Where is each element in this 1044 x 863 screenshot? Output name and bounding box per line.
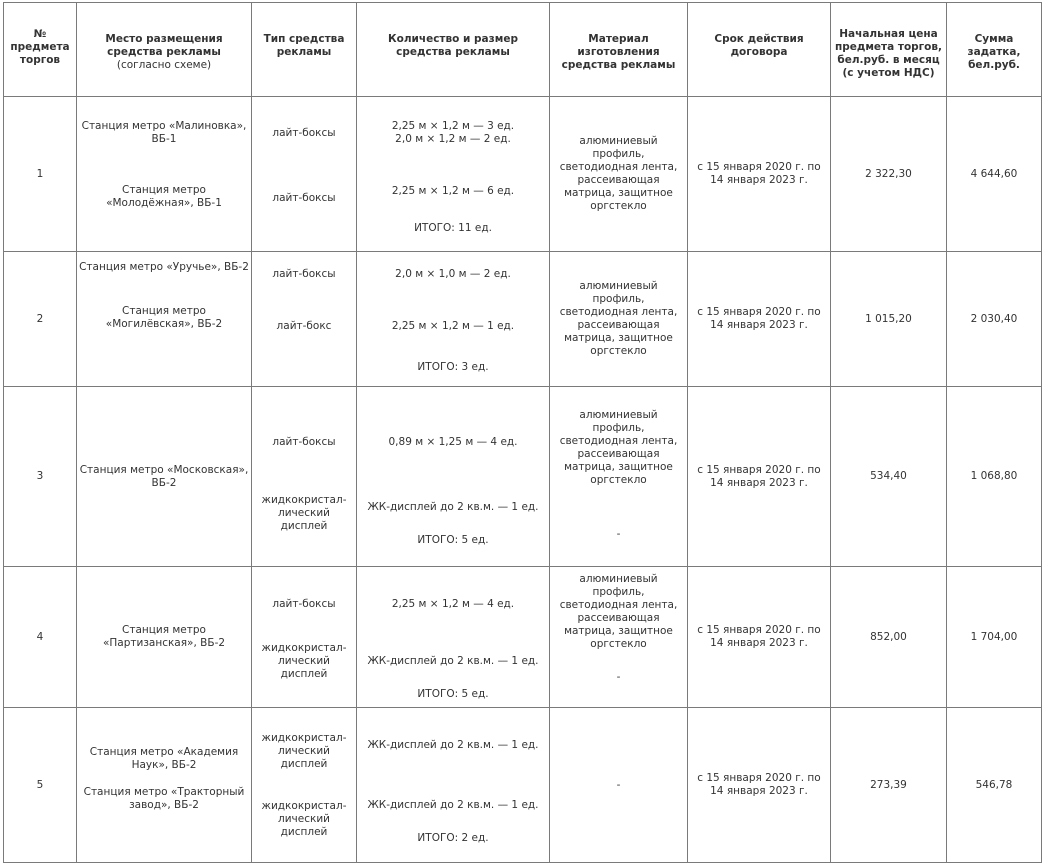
place-a: Станция метро «Малиновка», ВБ-1 bbox=[81, 120, 247, 145]
table-row bbox=[4, 252, 1042, 387]
header-price: Начальная цена предмета торгов, бел.руб. в месяц (с учетом НДС) bbox=[831, 3, 947, 97]
qty-total: ИТОГО: 11 ед. bbox=[414, 222, 492, 234]
material-b: - bbox=[616, 528, 621, 540]
cell-deposit: 1 068,80 bbox=[947, 387, 1042, 567]
qty-b: ЖК-дисплей до 2 кв.м. — 1 ед. bbox=[367, 501, 539, 513]
cell-price: 852,00 bbox=[831, 567, 947, 708]
header-num: № предмета торгов bbox=[4, 3, 77, 97]
cell-term: с 15 января 2020 г. по 14 января 2023 г. bbox=[688, 708, 831, 863]
cell-term: с 15 января 2020 г. по 14 января 2023 г. bbox=[688, 387, 831, 567]
header-place: Место размещения средства рекламы (согласно схеме) bbox=[77, 3, 252, 97]
qty-b: 2,25 м × 1,2 м — 1 ед. bbox=[391, 320, 515, 332]
cell-qty bbox=[357, 97, 550, 252]
cell-place bbox=[77, 97, 252, 252]
place-a: Станция метро «Академия Наук», ВБ-2 bbox=[89, 746, 239, 771]
qty-a1: 2,25 м × 1,2 м — 3 ед. bbox=[391, 120, 515, 132]
table-row bbox=[4, 387, 1042, 567]
type-a: лайт-боксы bbox=[272, 268, 336, 280]
cell-price: 273,39 bbox=[831, 708, 947, 863]
cell-price: 534,40 bbox=[831, 387, 947, 567]
cell-type bbox=[252, 567, 357, 708]
qty-b: 2,25 м × 1,2 м — 6 ед. bbox=[391, 185, 515, 197]
auction-lots-table bbox=[3, 2, 1042, 863]
cell-deposit: 2 030,40 bbox=[947, 252, 1042, 387]
cell-type bbox=[252, 252, 357, 387]
header-deposit: Сумма задатка, бел.руб. bbox=[947, 3, 1042, 97]
cell-qty bbox=[357, 567, 550, 708]
cell-term: с 15 января 2020 г. по 14 января 2023 г. bbox=[688, 567, 831, 708]
type-a: лайт-боксы bbox=[272, 436, 336, 448]
cell-place: Станция метро «Партизанская», ВБ-2 bbox=[77, 567, 252, 708]
header-place-note: (согласно схеме) bbox=[116, 59, 212, 71]
cell-material: алюминиевый профиль, светодиодная лента, рассеивающая матрица, защитное оргстекло bbox=[550, 252, 688, 387]
cell-place bbox=[77, 708, 252, 863]
qty-b: ЖК-дисплей до 2 кв.м. — 1 ед. bbox=[367, 799, 539, 811]
cell-price: 1 015,20 bbox=[831, 252, 947, 387]
table-row bbox=[4, 708, 1042, 863]
qty-a: 0,89 м × 1,25 м — 4 ед. bbox=[388, 436, 518, 448]
qty-total: ИТОГО: 3 ед. bbox=[417, 361, 489, 373]
cell-type bbox=[252, 708, 357, 863]
cell-material bbox=[550, 387, 688, 567]
cell-num: 4 bbox=[4, 567, 77, 708]
type-b: жидкокристал-лический дисплей bbox=[261, 642, 347, 680]
cell-term: с 15 января 2020 г. по 14 января 2023 г. bbox=[688, 252, 831, 387]
type-b: жидкокристал-лический дисплей bbox=[261, 800, 347, 838]
cell-deposit: 1 704,00 bbox=[947, 567, 1042, 708]
cell-material: алюминиевый профиль, светодиодная лента, рассеивающая матрица, защитное оргстекло bbox=[550, 97, 688, 252]
cell-deposit: 546,78 bbox=[947, 708, 1042, 863]
cell-material bbox=[550, 567, 688, 708]
cell-place: Станция метро «Московская», ВБ-2 bbox=[77, 387, 252, 567]
type-b: лайт-бокс bbox=[276, 320, 332, 332]
material-b: - bbox=[616, 671, 621, 683]
type-a: лайт-боксы bbox=[272, 598, 336, 610]
place-b: Станция метро «Могилёвская», ВБ-2 bbox=[105, 305, 223, 330]
qty-total: ИТОГО: 5 ед. bbox=[417, 688, 489, 700]
material-a: алюминиевый профиль, светодиодная лента, рассеивающая матрица, защитное оргстекло bbox=[559, 573, 678, 650]
type-b: жидкокристал-лический дисплей bbox=[261, 494, 347, 532]
material-a: алюминиевый профиль, светодиодная лента, рассеивающая матрица, защитное оргстекло bbox=[559, 409, 678, 486]
qty-b: ЖК-дисплей до 2 кв.м. — 1 ед. bbox=[367, 655, 539, 667]
cell-num: 5 bbox=[4, 708, 77, 863]
cell-deposit: 4 644,60 bbox=[947, 97, 1042, 252]
type-a: жидкокристал-лический дисплей bbox=[261, 732, 347, 770]
table-row bbox=[4, 97, 1042, 252]
cell-qty bbox=[357, 252, 550, 387]
cell-type bbox=[252, 97, 357, 252]
cell-type bbox=[252, 387, 357, 567]
header-row bbox=[4, 3, 1042, 97]
qty-total: ИТОГО: 5 ед. bbox=[417, 534, 489, 546]
cell-price: 2 322,30 bbox=[831, 97, 947, 252]
cell-term: с 15 января 2020 г. по 14 января 2023 г. bbox=[688, 97, 831, 252]
header-material: Материал изготовления средства рекламы bbox=[550, 3, 688, 97]
table-row bbox=[4, 567, 1042, 708]
place-a: Станция метро «Уручье», ВБ-2 bbox=[79, 261, 249, 273]
cell-material: - bbox=[550, 708, 688, 863]
qty-total: ИТОГО: 2 ед. bbox=[417, 832, 489, 844]
qty-a: ЖК-дисплей до 2 кв.м. — 1 ед. bbox=[367, 739, 539, 751]
place-b: Станция метро «Тракторный завод», ВБ-2 bbox=[83, 786, 245, 811]
cell-num: 2 bbox=[4, 252, 77, 387]
cell-qty bbox=[357, 387, 550, 567]
header-qty: Количество и размер средства рекламы bbox=[357, 3, 550, 97]
qty-a2: 2,0 м × 1,2 м — 2 ед. bbox=[395, 133, 511, 145]
cell-qty bbox=[357, 708, 550, 863]
header-type: Тип средства рекламы bbox=[252, 3, 357, 97]
place-b: Станция метро «Молодёжная», ВБ-1 bbox=[106, 184, 222, 209]
header-term: Срок действия договора bbox=[688, 3, 831, 97]
cell-place bbox=[77, 252, 252, 387]
qty-a: 2,25 м × 1,2 м — 4 ед. bbox=[391, 598, 515, 610]
type-b: лайт-боксы bbox=[272, 192, 336, 204]
type-a: лайт-боксы bbox=[272, 127, 336, 139]
cell-num: 3 bbox=[4, 387, 77, 567]
cell-num: 1 bbox=[4, 97, 77, 252]
qty-a: 2,0 м × 1,0 м — 2 ед. bbox=[395, 268, 511, 280]
